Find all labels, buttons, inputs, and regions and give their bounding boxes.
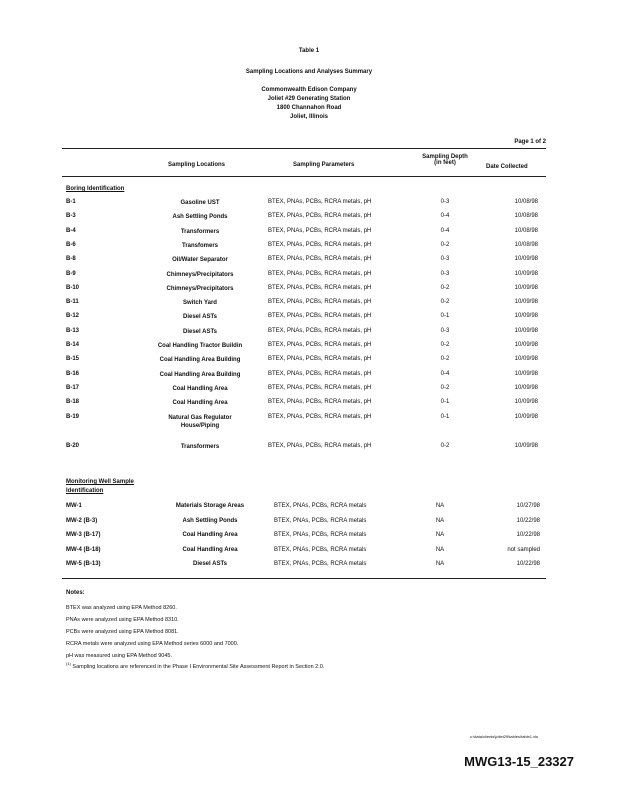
row-date: 10/22/98 bbox=[516, 561, 540, 567]
station-name: Joliet #29 Generating Station bbox=[267, 96, 351, 102]
row-depth: 0-2 bbox=[440, 443, 450, 449]
row-location: Diesel ASTs bbox=[182, 314, 217, 321]
bottom-rule bbox=[62, 578, 546, 579]
row-depth: 0-1 bbox=[440, 413, 450, 420]
row-location: Coal Handling Area bbox=[182, 546, 238, 553]
row-location: Diesel ASTs bbox=[192, 561, 227, 567]
document-id: MWG13-15_23327 bbox=[464, 754, 574, 769]
row-location: Coal Handling Area bbox=[172, 400, 228, 407]
row-id: B-1 bbox=[66, 199, 76, 205]
row-id: B-9 bbox=[66, 270, 76, 277]
row-date: 10/09/98 bbox=[514, 313, 538, 320]
row-date: 10/09/98 bbox=[514, 399, 538, 406]
note-line: PCBs were analyzed using EPA Method 8081. bbox=[66, 629, 179, 635]
row-parameters: BTEX, PNAs, PCBs, RCRA metals, pH bbox=[268, 313, 372, 320]
row-date: 10/27/98 bbox=[516, 503, 540, 509]
notes-list bbox=[66, 602, 238, 662]
row-id: MW-3 (B-17) bbox=[66, 532, 101, 538]
row-id: B-10 bbox=[66, 284, 80, 291]
file-path: c:\data\clients\joliet29\tables\table1.xls bbox=[469, 734, 538, 739]
row-date: 10/09/98 bbox=[514, 413, 538, 420]
station-address: 1800 Channahon Road bbox=[276, 105, 342, 111]
row-date: 10/09/98 bbox=[514, 270, 538, 277]
row-depth: 0-2 bbox=[440, 384, 450, 391]
row-id: B-17 bbox=[66, 384, 80, 391]
row-id: B-18 bbox=[66, 399, 80, 406]
row-location: Coal Handling Area Building bbox=[159, 357, 241, 364]
row-depth: NA bbox=[435, 517, 445, 524]
company-name: Commonwealth Edison Company bbox=[261, 87, 357, 93]
row-date: 10/09/98 bbox=[514, 327, 538, 334]
row-parameters: BTEX, PNAs, PCBs, RCRA metals, pH bbox=[268, 399, 372, 406]
row-date: 10/08/98 bbox=[514, 199, 538, 205]
row-id: B-3 bbox=[66, 213, 76, 220]
row-location: Gasoline UST bbox=[180, 200, 220, 206]
row-depth: 0-2 bbox=[440, 356, 450, 363]
row-parameters: BTEX, PNAs, PCBs, RCRA metals bbox=[274, 546, 367, 553]
note-line: RCRA metals were analyzed using EPA Method series 6000 and 7000. bbox=[66, 641, 239, 647]
row-depth: 0-1 bbox=[440, 313, 450, 320]
row-parameters: BTEX, PNAs, PCBs, RCRA metals, pH bbox=[268, 199, 372, 205]
row-id: B-14 bbox=[66, 342, 80, 348]
row-parameters: BTEX, PNAs, PCBs, RCRA metals, pH bbox=[268, 370, 372, 377]
note-line: pH was measured using EPA Method 9045. bbox=[66, 653, 172, 659]
row-parameters: BTEX, PNAs, PCBs, RCRA metals bbox=[274, 503, 367, 509]
row-date: 10/08/98 bbox=[514, 227, 538, 234]
row-depth: 0-2 bbox=[440, 284, 450, 291]
row-depth: 0-3 bbox=[440, 256, 450, 263]
row-location: Ash Settling Ponds bbox=[172, 214, 228, 221]
row-parameters: BTEX, PNAs, PCBs, RCRA metals, pH bbox=[268, 342, 372, 348]
row-id: B-15 bbox=[66, 356, 80, 363]
row-id: B-8 bbox=[66, 256, 76, 263]
row-date: 10/09/98 bbox=[514, 356, 538, 363]
row-depth: 0-2 bbox=[440, 342, 450, 348]
row-depth: 0-4 bbox=[440, 227, 450, 234]
row-depth: 0-4 bbox=[440, 213, 450, 220]
col-header-depth: Sampling Depth (in feet) bbox=[422, 154, 468, 166]
row-depth: NA bbox=[435, 546, 445, 553]
row-location: Chimneys/Precipitators bbox=[166, 271, 234, 278]
row-depth: 0-1 bbox=[440, 399, 450, 406]
note-line: BTEX was analyzed using EPA Method 8260. bbox=[66, 605, 177, 611]
note-line: PNAs were analyzed using EPA Method 8310. bbox=[66, 617, 179, 623]
row-id: B-16 bbox=[66, 370, 80, 377]
row-location: Coal Handling Area bbox=[172, 385, 228, 392]
row-date: 10/09/98 bbox=[514, 284, 538, 291]
row-location: Coal Handling Area bbox=[182, 532, 238, 538]
row-parameters: BTEX, PNAs, PCBs, RCRA metals, pH bbox=[268, 413, 372, 420]
row-location: Diesel ASTs bbox=[182, 328, 217, 335]
row-id: MW-5 (B-13) bbox=[66, 561, 101, 567]
row-depth: NA bbox=[435, 503, 445, 509]
table-title: Table 1 bbox=[298, 48, 320, 54]
row-id: B-19 bbox=[66, 413, 80, 420]
row-depth: 0-3 bbox=[440, 270, 450, 277]
row-depth: 0-2 bbox=[440, 299, 450, 306]
row-location: Transformers bbox=[180, 228, 220, 235]
row-id: B-13 bbox=[66, 327, 80, 334]
row-date: 10/08/98 bbox=[514, 241, 538, 248]
row-parameters: BTEX, PNAs, PCBs, RCRA metals, pH bbox=[268, 327, 372, 334]
row-id: B-6 bbox=[66, 241, 76, 248]
page-number: Page 1 of 2 bbox=[514, 139, 546, 145]
row-depth: 0-3 bbox=[440, 199, 450, 205]
row-parameters: BTEX, PNAs, PCBs, RCRA metals, pH bbox=[268, 227, 372, 234]
row-id: MW-4 (B-18) bbox=[66, 546, 101, 553]
row-depth: NA bbox=[435, 561, 445, 567]
mw-section-title: Monitoring Well Sample Identification bbox=[66, 479, 134, 494]
row-date: 10/22/98 bbox=[516, 532, 540, 538]
row-date: 10/09/98 bbox=[514, 256, 538, 263]
row-date: 10/09/98 bbox=[514, 370, 538, 377]
row-location: Coal Handling Area Building bbox=[159, 371, 241, 378]
row-location: Transformers bbox=[180, 444, 220, 450]
row-date: 10/09/98 bbox=[514, 443, 538, 449]
row-location: Oil/Water Separator bbox=[172, 257, 228, 264]
row-location: Switch Yard bbox=[183, 300, 217, 307]
row-location: Ash Settling Ponds bbox=[182, 517, 238, 524]
row-id: MW-2 (B-3) bbox=[66, 517, 98, 524]
row-location: Chimneys/Precipitators bbox=[166, 285, 234, 292]
row-date: 10/09/98 bbox=[514, 384, 538, 391]
row-date: 10/08/98 bbox=[514, 213, 538, 220]
footnote-mark: (1) bbox=[66, 661, 71, 666]
row-parameters: BTEX, PNAs, PCBs, RCRA metals, pH bbox=[268, 270, 372, 277]
row-date: not sampled bbox=[507, 546, 540, 553]
row-parameters: BTEX, PNAs, PCBs, RCRA metals, pH bbox=[268, 384, 372, 391]
row-id: B-20 bbox=[66, 443, 80, 449]
table-subtitle: Sampling Locations and Analyses Summary bbox=[245, 69, 373, 75]
row-parameters: BTEX, PNAs, PCBs, RCRA metals, pH bbox=[268, 213, 372, 220]
footnote-text: Sampling locations are referenced in the Phase I Environmental Site Assessment Report in Section 2.0. bbox=[72, 663, 325, 670]
footnote bbox=[66, 661, 324, 670]
row-parameters: BTEX, PNAs, PCBs, RCRA metals bbox=[274, 517, 367, 524]
row-parameters: BTEX, PNAs, PCBs, RCRA metals bbox=[274, 561, 367, 567]
boring-section-title: Boring Identification bbox=[66, 186, 125, 192]
row-id: B-4 bbox=[66, 227, 76, 234]
row-date: 10/09/98 bbox=[514, 299, 538, 306]
row-depth: 0-2 bbox=[440, 241, 450, 248]
row-id: B-12 bbox=[66, 313, 80, 320]
row-id: MW-1 bbox=[66, 503, 82, 509]
row-date: 10/09/98 bbox=[514, 342, 538, 348]
station-city: Joliet, Illinois bbox=[289, 114, 328, 120]
row-date: 10/22/98 bbox=[516, 517, 540, 524]
row-id: B-11 bbox=[66, 299, 79, 306]
col-header-parameters: Sampling Parameters bbox=[293, 162, 355, 168]
row-parameters: BTEX, PNAs, PCBs, RCRA metals, pH bbox=[268, 241, 372, 248]
row-location: Transfomers bbox=[181, 242, 218, 249]
col-header-locations: Sampling Locations bbox=[168, 162, 226, 168]
notes-title: Notes: bbox=[66, 590, 85, 596]
row-parameters: BTEX, PNAs, PCBs, RCRA metals, pH bbox=[268, 256, 372, 263]
row-parameters: BTEX, PNAs, PCBs, RCRA metals, pH bbox=[268, 443, 372, 449]
header-rule bbox=[62, 176, 546, 177]
row-parameters: BTEX, PNAs, PCBs, RCRA metals, pH bbox=[268, 284, 372, 291]
row-location: Coal Handling Tractor Buildin bbox=[157, 343, 243, 349]
row-depth: 0-4 bbox=[440, 370, 450, 377]
row-depth: 0-3 bbox=[440, 327, 450, 334]
row-parameters: BTEX, PNAs, PCBs, RCRA metals, pH bbox=[268, 299, 372, 306]
top-rule bbox=[62, 148, 546, 149]
row-parameters: BTEX, PNAs, PCBs, RCRA metals, pH bbox=[268, 356, 372, 363]
row-depth: NA bbox=[435, 532, 445, 538]
row-location: Materials Storage Areas bbox=[175, 503, 245, 509]
row-parameters: BTEX, PNAs, PCBs, RCRA metals bbox=[274, 532, 367, 538]
col-header-date: Date Collected bbox=[486, 164, 528, 170]
row-location: Natural Gas Regulator House/Piping bbox=[168, 414, 232, 429]
